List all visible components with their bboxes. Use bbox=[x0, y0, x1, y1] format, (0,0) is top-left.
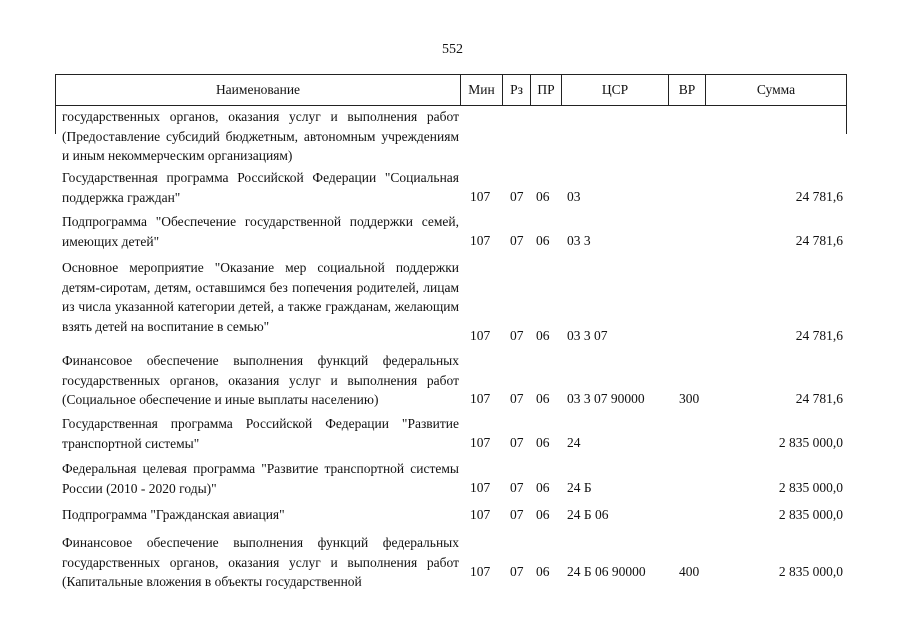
row-vr: 300 bbox=[679, 391, 700, 406]
row-csr: 24 bbox=[567, 435, 581, 450]
row-sum: 2 835 000,0 bbox=[778, 564, 843, 579]
row-pr: 06 bbox=[536, 435, 550, 450]
row-min: 107 bbox=[470, 391, 491, 406]
row-rz: 07 bbox=[510, 480, 524, 495]
row-rz: 07 bbox=[510, 189, 524, 204]
row-name: Государственная программа Российской Федерации "Социальная поддержка граждан" bbox=[62, 170, 459, 205]
row-name: Подпрограмма "Обеспечение государственной поддержки семей, имеющих детей" bbox=[62, 214, 459, 249]
row-min: 107 bbox=[470, 328, 491, 343]
row-sum: 24 781,6 bbox=[795, 189, 843, 204]
row-rz: 07 bbox=[510, 564, 524, 579]
header-vr: ВР bbox=[669, 75, 706, 105]
row-name: Государственная программа Российской Федерации "Развитие транспортной системы" bbox=[62, 416, 459, 451]
header-pr: ПР bbox=[531, 75, 562, 105]
header-sum: Сумма bbox=[756, 82, 796, 97]
row-sum: 24 781,6 bbox=[795, 391, 843, 406]
row-min: 107 bbox=[470, 189, 491, 204]
row-name: Финансовое обеспечение выполнения функций федеральных государственных органов, оказания услуг и выполнения работ (Капитальные вложения в объекты государственной bbox=[62, 535, 459, 589]
page-number: 552 bbox=[442, 42, 463, 57]
header-csr: ЦСР bbox=[562, 75, 669, 105]
row-csr: 24 Б 06 bbox=[567, 507, 609, 522]
row-csr: 03 3 bbox=[567, 233, 591, 248]
row-name: Финансовое обеспечение выполнения функций федеральных государственных органов, оказания услуг и выполнения работ (Социальное обеспечение и иные выплаты населению) bbox=[62, 353, 459, 407]
row-name: Подпрограмма "Гражданская авиация" bbox=[62, 507, 285, 522]
header-min: Мин bbox=[461, 75, 503, 105]
header-rz: Рз bbox=[503, 75, 531, 105]
row-csr: 24 Б 06 90000 bbox=[567, 564, 646, 579]
row-csr: 24 Б bbox=[567, 480, 592, 495]
row-pr: 06 bbox=[536, 233, 550, 248]
row-pr: 06 bbox=[536, 328, 550, 343]
row-pr: 06 bbox=[536, 507, 550, 522]
row-rz: 07 bbox=[510, 507, 524, 522]
row-pr: 06 bbox=[536, 564, 550, 579]
continuation-text: государственных органов, оказания услуг и выполнения работ (Предоставление субсидий бюджетным, автономным учреждениям и иным некоммерческим организациям) bbox=[62, 109, 459, 163]
row-rz: 07 bbox=[510, 233, 524, 248]
row-rz: 07 bbox=[510, 435, 524, 450]
row-rz: 07 bbox=[510, 328, 524, 343]
row-sum: 2 835 000,0 bbox=[778, 435, 843, 450]
header-name: Наименование bbox=[56, 75, 461, 105]
row-name: Федеральная целевая программа "Развитие транспортной системы России (2010 - 2020 годы)" bbox=[62, 461, 459, 496]
row-csr: 03 bbox=[567, 189, 581, 204]
row-pr: 06 bbox=[536, 480, 550, 495]
row-min: 107 bbox=[470, 564, 491, 579]
row-sum: 2 835 000,0 bbox=[778, 480, 843, 495]
row-vr: 400 bbox=[679, 564, 700, 579]
row-min: 107 bbox=[470, 480, 491, 495]
row-min: 107 bbox=[470, 233, 491, 248]
row-pr: 06 bbox=[536, 391, 550, 406]
row-min: 107 bbox=[470, 435, 491, 450]
row-min: 107 bbox=[470, 507, 491, 522]
row-sum: 2 835 000,0 bbox=[778, 507, 843, 522]
row-rz: 07 bbox=[510, 391, 524, 406]
row-name: Основное мероприятие "Оказание мер социальной поддержки детям-сиротам, детям, оставшимся без попечения родителей, лицам из числа указанной категории детей, а также гражданам, желающим взять детей на воспитание в семью" bbox=[62, 260, 459, 334]
row-pr: 06 bbox=[536, 189, 550, 204]
row-csr: 03 3 07 90000 bbox=[567, 391, 645, 406]
row-csr: 03 3 07 bbox=[567, 328, 608, 343]
row-sum: 24 781,6 bbox=[795, 328, 843, 343]
row-sum: 24 781,6 bbox=[795, 233, 843, 248]
